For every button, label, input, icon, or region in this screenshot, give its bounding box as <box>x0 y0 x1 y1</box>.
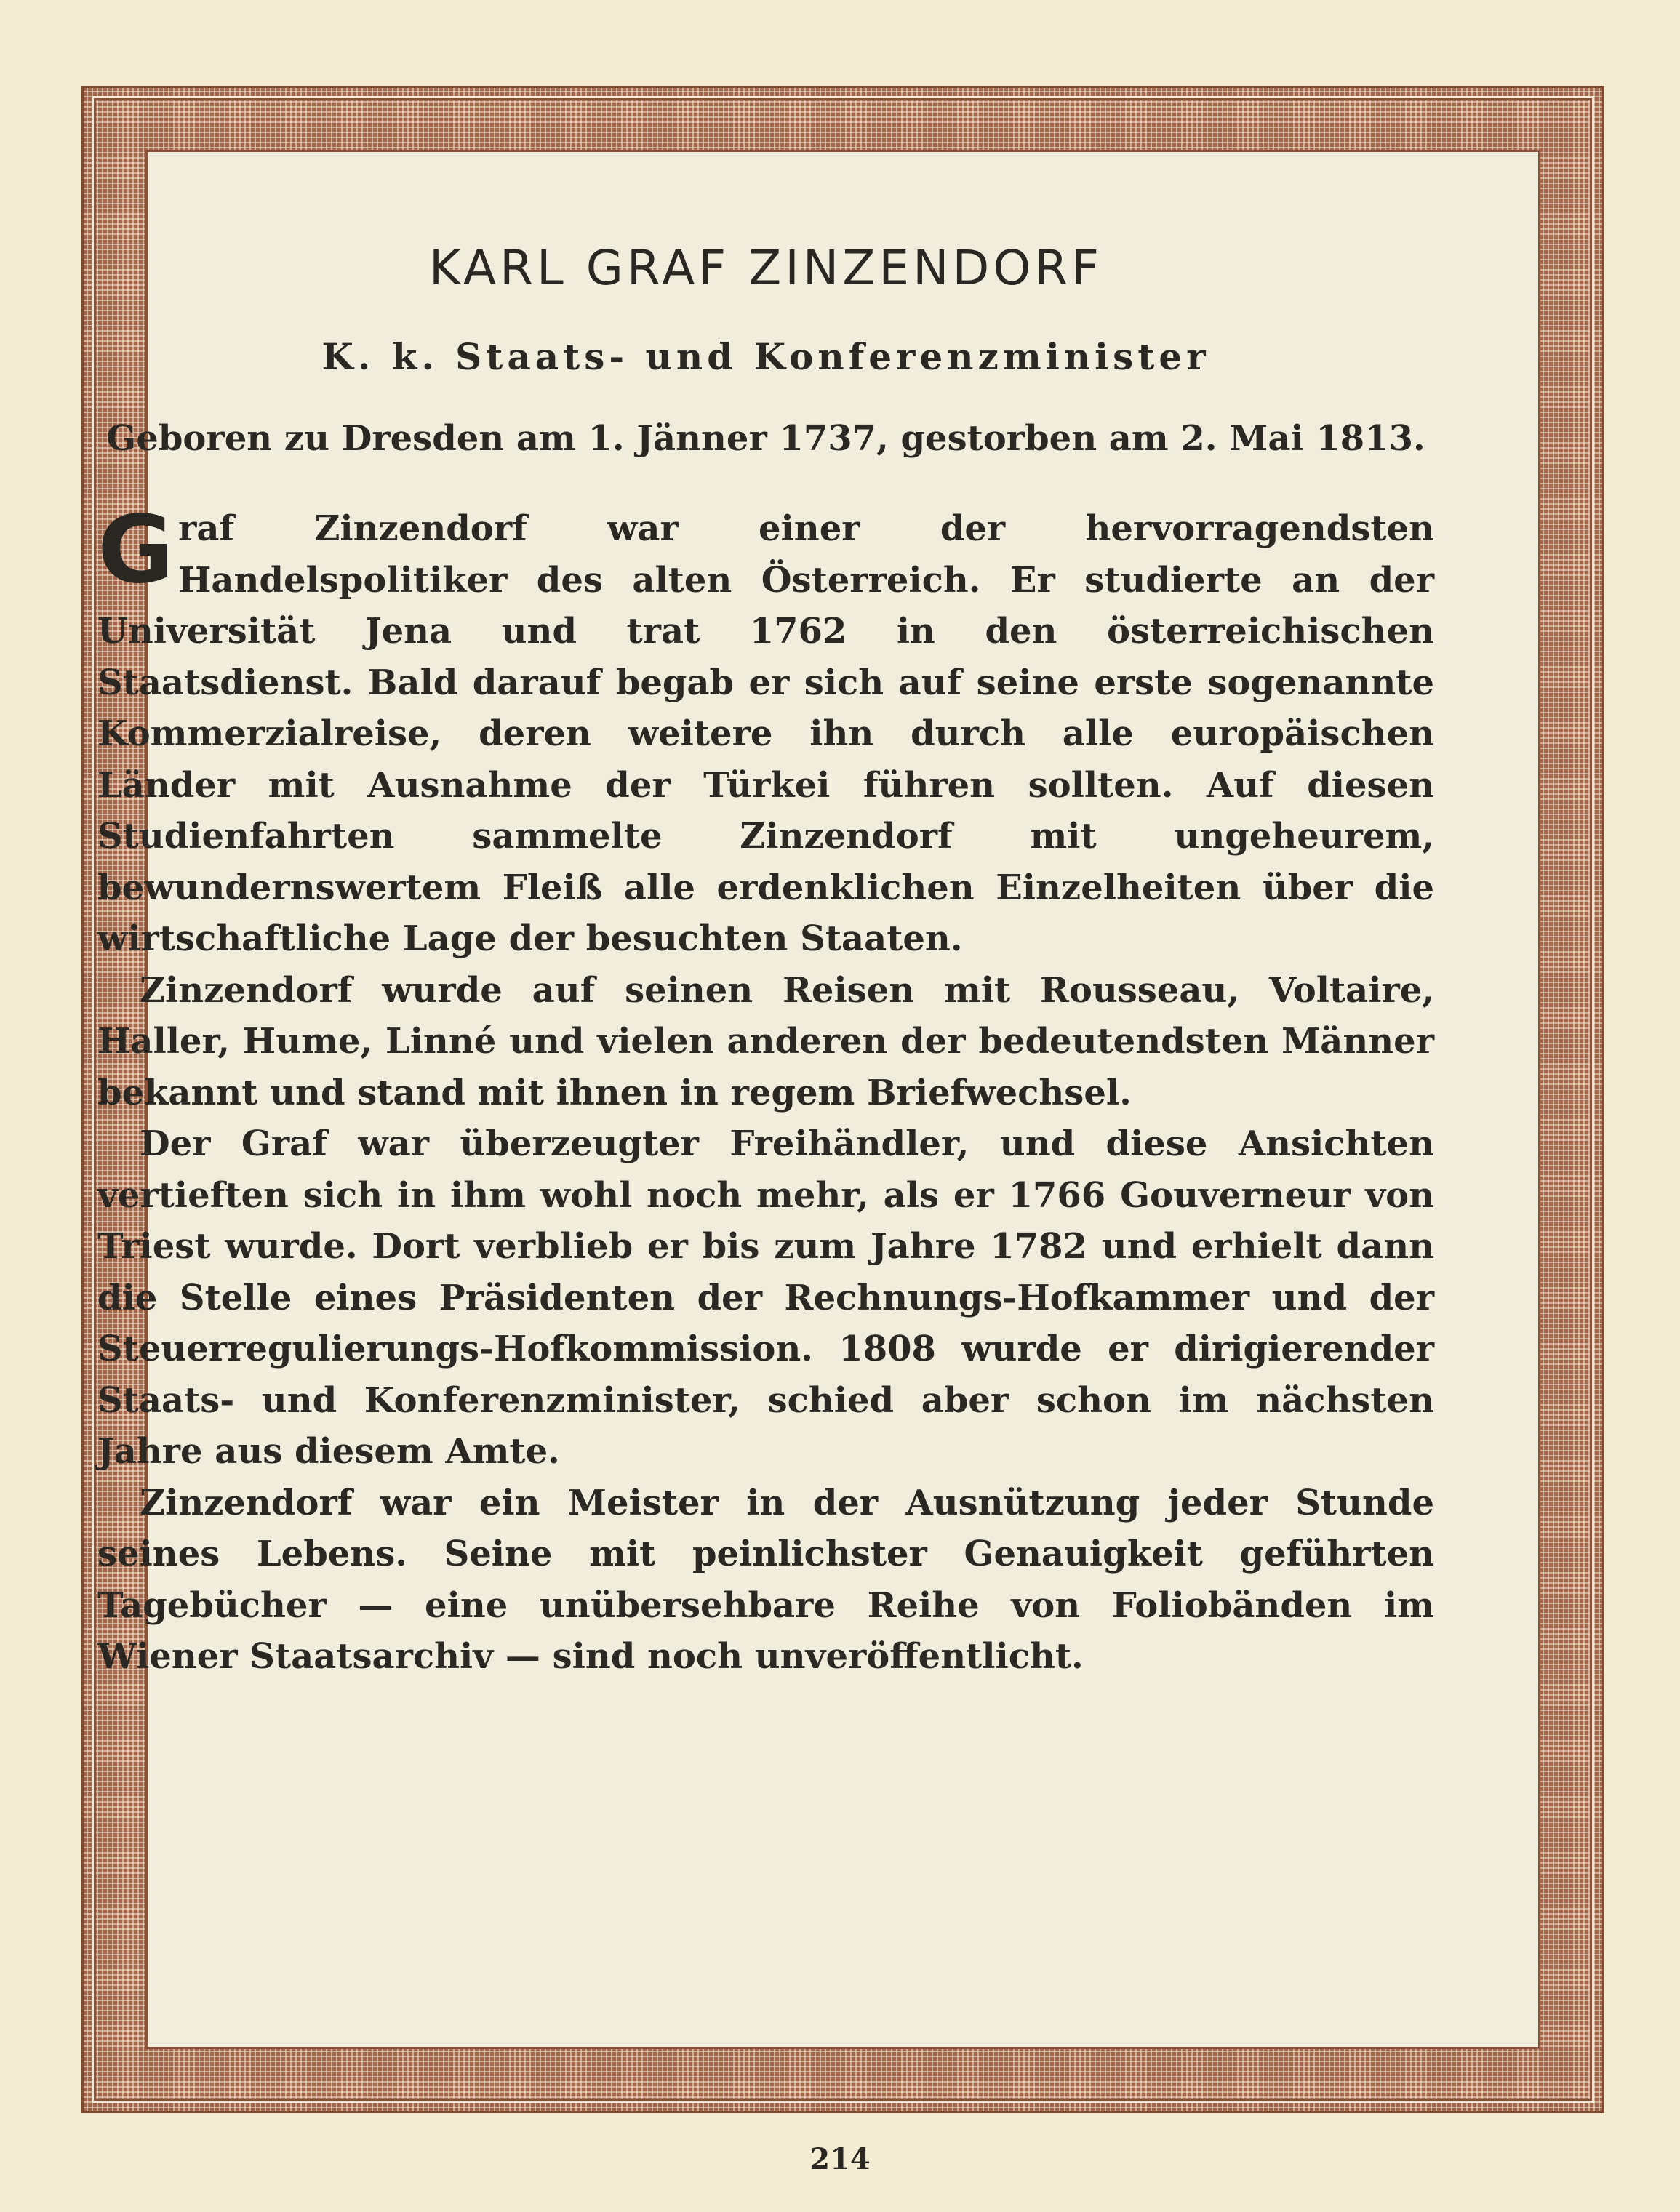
biography-text <box>97 496 1434 1683</box>
page-content <box>97 172 1434 1683</box>
page-number: 214 <box>809 2142 871 2176</box>
paragraph-3: Der Graf war überzeugter Freihändler, und diese Ansichten vertieften sich in ihm wohl noch mehr, als er 1766 Gouverneur von Triest wurde. Dort verblieb er bis zum Jahre 1782 und erhielt dann die Stelle eines Präsidenten der Rechnungs-Hofkammer und der Steuerregulierungs-Hofkommission. 1808 wurde er dirigierender Staats- und Konferenzminister, schied aber schon im nächsten Jahre aus diesem Amte. <box>97 1123 1434 1472</box>
paragraph-1 <box>97 496 1434 965</box>
page-title: KARL GRAF ZINZENDORF <box>428 240 1103 296</box>
paragraph-2: Zinzendorf wurde auf seinen Reisen mit Rousseau, Voltaire, Haller, Hume, Linné und vielen anderen der bedeutendsten Männer bekannt und stand mit ihnen in regem Briefwechsel. <box>97 969 1434 1113</box>
life-dates: Geboren zu Dresden am 1. Jänner 1737, gestorben am 2. Mai 1813. <box>106 418 1425 459</box>
drop-cap: G <box>97 496 175 604</box>
subtitle: K. k. Staats- und Konferenzminister <box>321 335 1210 378</box>
paragraph-4: Zinzendorf war ein Meister in der Ausnützung jeder Stunde seines Lebens. Seine mit peinlichster Genauigkeit geführten Tagebücher — eine unübersehbare Reihe von Foliobänden im Wiener Staatsarchiv — sind noch unveröffentlicht. <box>97 1482 1434 1677</box>
paragraph-1-text: raf Zinzendorf war einer der hervorragendsten Handelspolitiker des alten Österreich. Er studierte an der Universität Jena und trat 1762 in den österreichischen Staatsdienst. Bald darauf begab er sich auf seine erste sogenannte Kommerzialreise, deren weitere ihn durch alle europäischen Länder mit Ausnahme der Türkei führen sollten. Auf diesen Studienfahrten sammelte Zinzendorf mit ungeheurem, bewundernswertem Fleiß alle erdenklichen Einzelheiten über die wirtschaftliche Lage der besuchten Staaten. <box>97 508 1434 959</box>
